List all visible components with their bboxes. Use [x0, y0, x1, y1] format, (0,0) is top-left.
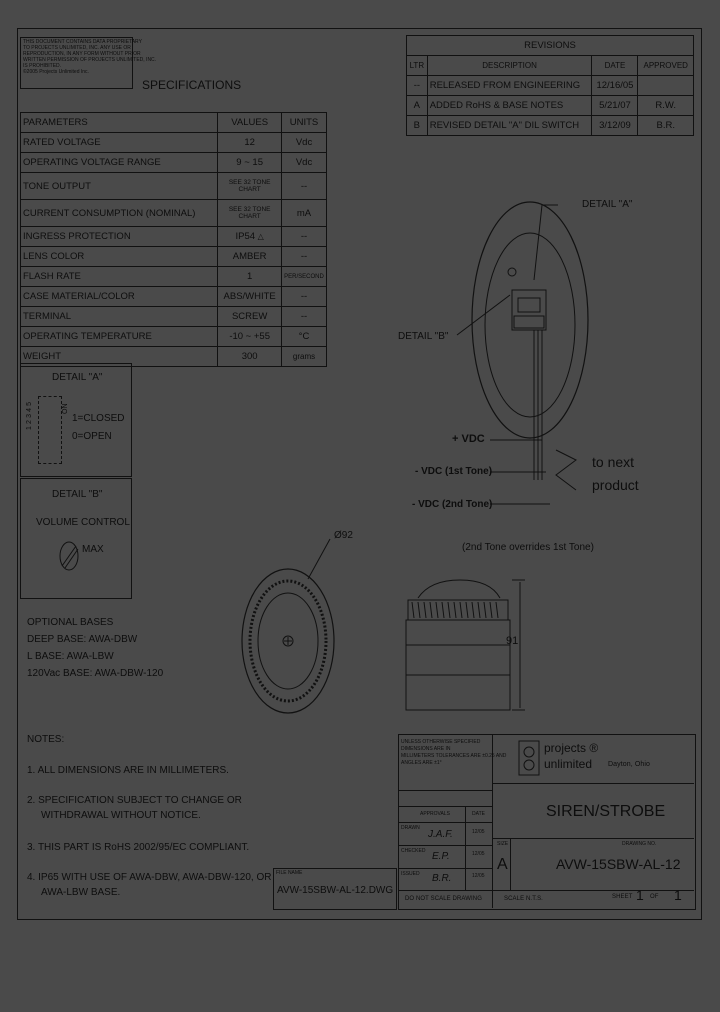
wiring-lines	[480, 200, 590, 520]
confidential-line: IS PROHIBITED.	[23, 63, 62, 69]
minus-vdc1-label: - VDC (1st Tone)	[415, 466, 493, 477]
approval-role: ISSUED	[401, 871, 420, 877]
spec-param: WEIGHT	[21, 347, 218, 367]
spec-param: RATED VOLTAGE	[21, 133, 218, 153]
approval-role: CHECKED	[401, 848, 426, 854]
tolerance-line: MILLIMETERS TOLERANCES ARE ±0.25 AND	[401, 753, 507, 759]
spec-row	[21, 247, 327, 267]
tb-divider	[398, 790, 492, 791]
rev-ltr: B	[407, 116, 428, 136]
to-next-label: to next	[592, 454, 635, 470]
spec-unit: grams	[282, 347, 327, 367]
rev-header-approved: APPROVED	[638, 56, 694, 76]
detail-a-callout: DETAIL "A"	[582, 199, 633, 210]
size-label: SIZE	[497, 841, 509, 847]
detail-b-max: MAX	[82, 544, 104, 555]
spec-unit: mA	[282, 200, 327, 227]
spec-unit: --	[282, 247, 327, 267]
spec-value: AMBER	[218, 247, 282, 267]
spec-value: SCREW	[218, 307, 282, 327]
optional-base-item: 120Vac BASE: AWA-DBW-120	[27, 668, 164, 679]
rev-date: 3/12/09	[592, 116, 638, 136]
plus-vdc-label: + VDC	[452, 433, 485, 445]
dip-switch-pins: 1 2 3 4 5	[26, 401, 33, 430]
spec-row	[21, 287, 327, 307]
tolerance-line: ANGLES ARE ±1°	[401, 760, 442, 766]
spec-unit: --	[282, 173, 327, 200]
note-item: 2. SPECIFICATION SUBJECT TO CHANGE OR	[27, 795, 242, 806]
spec-param: INGRESS PROTECTION	[21, 227, 218, 247]
revision-row	[407, 116, 694, 136]
dip-open-label: 0=OPEN	[72, 431, 112, 442]
detail-a-title: DETAIL "A"	[52, 372, 103, 383]
rev-desc: RELEASED FROM ENGINEERING	[427, 76, 592, 96]
dip-switch	[38, 396, 62, 464]
revision-row	[407, 76, 694, 96]
spec-row	[21, 327, 327, 347]
revisions-header-row	[407, 56, 694, 76]
height-label: 91	[506, 635, 519, 647]
rev-approved	[638, 76, 694, 96]
detail-b-leader	[455, 290, 515, 340]
tb-divider	[398, 845, 492, 846]
sheet-label: SHEET	[612, 894, 633, 900]
spec-param: TONE OUTPUT	[21, 173, 218, 200]
diameter-label: Ø92	[334, 530, 353, 541]
file-name-label: FILE NAME	[276, 870, 303, 876]
spec-param: TERMINAL	[21, 307, 218, 327]
approval-date: 12/05	[472, 829, 485, 835]
spec-unit: Vdc	[282, 153, 327, 173]
override-note: (2nd Tone overrides 1st Tone)	[462, 542, 594, 553]
approval-name: E.P.	[432, 851, 450, 862]
date-header: DATE	[472, 811, 485, 817]
approval-role: DRAWN	[401, 825, 420, 831]
spec-value: SEE 32 TONE CHART	[218, 200, 282, 227]
optional-base-item: DEEP BASE: AWA-DBW	[27, 634, 138, 645]
sheet-value: 1	[636, 887, 644, 903]
warning-triangle-icon: △	[257, 232, 264, 241]
note-item: 1. ALL DIMENSIONS ARE IN MILLIMETERS.	[27, 765, 229, 776]
tolerance-line: UNLESS OTHERWISE SPECIFIED	[401, 739, 481, 745]
product-label: product	[592, 477, 639, 493]
detail-b-callout: DETAIL "B"	[398, 331, 449, 342]
company-location: Dayton, Ohio	[608, 761, 651, 768]
tolerance-line: DIMENSIONS ARE IN	[401, 746, 451, 752]
dip-switch-on: ON	[62, 403, 69, 414]
spec-table	[20, 112, 327, 367]
detail-b-title: DETAIL "B"	[52, 489, 103, 500]
siren-top-view	[240, 565, 340, 725]
file-name: AVW-15SBW-AL-12.DWG	[277, 885, 394, 896]
tb-divider	[492, 783, 694, 784]
spec-unit: °C	[282, 327, 327, 347]
spec-unit: --	[282, 307, 327, 327]
spec-header-parameters: PARAMETERS	[21, 113, 218, 133]
spec-value: 9 ~ 15	[218, 153, 282, 173]
approval-date: 12/05	[472, 873, 485, 879]
rev-desc: REVISED DETAIL "A" DIL SWITCH	[427, 116, 592, 136]
minus-vdc2-label: - VDC (2nd Tone)	[412, 499, 493, 510]
spec-unit: PER/SECOND	[282, 267, 327, 287]
rev-header-ltr: LTR	[407, 56, 428, 76]
size-value: A	[497, 856, 508, 873]
confidential-line: TO PROJECTS UNLIMITED, INC. ANY USE OR	[23, 45, 131, 51]
rev-date: 5/21/07	[592, 96, 638, 116]
note-item-cont: WITHDRAWAL WITHOUT NOTICE.	[41, 810, 201, 821]
note-item-cont: AWA-LBW BASE.	[41, 887, 121, 898]
spec-param: FLASH RATE	[21, 267, 218, 287]
confidential-line: REPRODUCTION, IN ANY FORM WITHOUT PRIOR	[23, 51, 141, 57]
tb-divider	[398, 890, 694, 891]
note-item: 3. THIS PART IS RoHS 2002/95/EC COMPLIANT.	[27, 842, 250, 853]
rev-ltr: A	[407, 96, 428, 116]
approval-name: J.A.F.	[428, 829, 453, 840]
note-item: 4. IP65 WITH USE OF AWA-DBW, AWA-DBW-120, OR	[27, 872, 272, 883]
revisions-title: REVISIONS	[407, 36, 694, 56]
revisions-table	[406, 35, 694, 136]
spec-row	[21, 307, 327, 327]
tolerance-note	[401, 740, 506, 766]
spec-row	[21, 227, 327, 247]
revision-row	[407, 96, 694, 116]
rev-approved: R.W.	[638, 96, 694, 116]
approval-name: B.R.	[432, 873, 452, 884]
confidential-line: WRITTEN PERMISSION OF PROJECTS UNLIMITED, INC.	[23, 57, 157, 63]
rev-approved: B.R.	[638, 116, 694, 136]
dip-closed-label: 1=CLOSED	[72, 413, 125, 424]
spec-row	[21, 133, 327, 153]
spec-header-units: UNITS	[282, 113, 327, 133]
spec-value-text: IP54	[235, 231, 256, 242]
spec-row	[21, 200, 327, 227]
spec-header-row	[21, 113, 327, 133]
spec-unit: --	[282, 287, 327, 307]
drawing-no: AVW-15SBW-AL-12	[556, 856, 681, 872]
spec-value: ABS/WHITE	[218, 287, 282, 307]
confidential-line: THIS DOCUMENT CONTAINS DATA PROPRIETARY	[23, 39, 142, 45]
spec-row	[21, 173, 327, 200]
spec-param: CASE MATERIAL/COLOR	[21, 287, 218, 307]
tb-divider	[398, 868, 492, 869]
rev-header-date: DATE	[592, 56, 638, 76]
company-name-line2: unlimited	[544, 757, 593, 771]
tb-divider	[398, 822, 492, 823]
rev-desc: ADDED RoHS & BASE NOTES	[427, 96, 592, 116]
spec-value: 300	[218, 347, 282, 367]
spec-param: LENS COLOR	[21, 247, 218, 267]
spec-row	[21, 153, 327, 173]
drawing-title: SIREN/STROBE	[546, 803, 666, 820]
approvals-header: APPROVALS	[420, 811, 450, 817]
drawing-no-label: DRAWING NO.	[622, 841, 657, 847]
spec-title: SPECIFICATIONS	[142, 78, 242, 92]
scale-label: SCALE	[504, 896, 525, 902]
optional-base-item: L BASE: AWA-LBW	[27, 651, 114, 662]
do-not-scale: DO NOT SCALE DRAWING	[405, 896, 483, 902]
company-logo-icon	[518, 740, 540, 776]
spec-value	[218, 227, 282, 247]
company-name-line1: projects ®	[544, 741, 599, 755]
tb-divider	[492, 838, 694, 839]
spec-param: OPERATING TEMPERATURE	[21, 327, 218, 347]
spec-value: SEE 32 TONE CHART	[218, 173, 282, 200]
spec-param: CURRENT CONSUMPTION (NOMINAL)	[21, 200, 218, 227]
spec-unit: --	[282, 227, 327, 247]
confidential-text	[23, 40, 156, 75]
tb-divider	[465, 806, 466, 890]
spec-unit: Vdc	[282, 133, 327, 153]
approval-date: 12/05	[472, 851, 485, 857]
tb-divider	[510, 838, 511, 890]
detail-b-control: VOLUME CONTROL	[36, 517, 130, 528]
spec-value: -10 ~ +55	[218, 327, 282, 347]
rev-date: 12/16/05	[592, 76, 638, 96]
confidential-line: ©2005 Projects Unlimited Inc.	[23, 69, 89, 75]
spec-value: 1	[218, 267, 282, 287]
volume-knob-icon	[56, 538, 82, 574]
optional-bases-title: OPTIONAL BASES	[27, 617, 114, 628]
rev-ltr: --	[407, 76, 428, 96]
spec-header-values: VALUES	[218, 113, 282, 133]
scale-value: N.T.S.	[526, 896, 543, 902]
spec-value: 12	[218, 133, 282, 153]
spec-param: OPERATING VOLTAGE RANGE	[21, 153, 218, 173]
notes-title: NOTES:	[27, 734, 65, 745]
tb-divider	[398, 806, 492, 807]
of-label: OF	[650, 894, 659, 900]
sheets-total: 1	[674, 887, 682, 903]
diameter-leader	[300, 535, 340, 585]
rev-header-desc: DESCRIPTION	[427, 56, 592, 76]
spec-row	[21, 267, 327, 287]
